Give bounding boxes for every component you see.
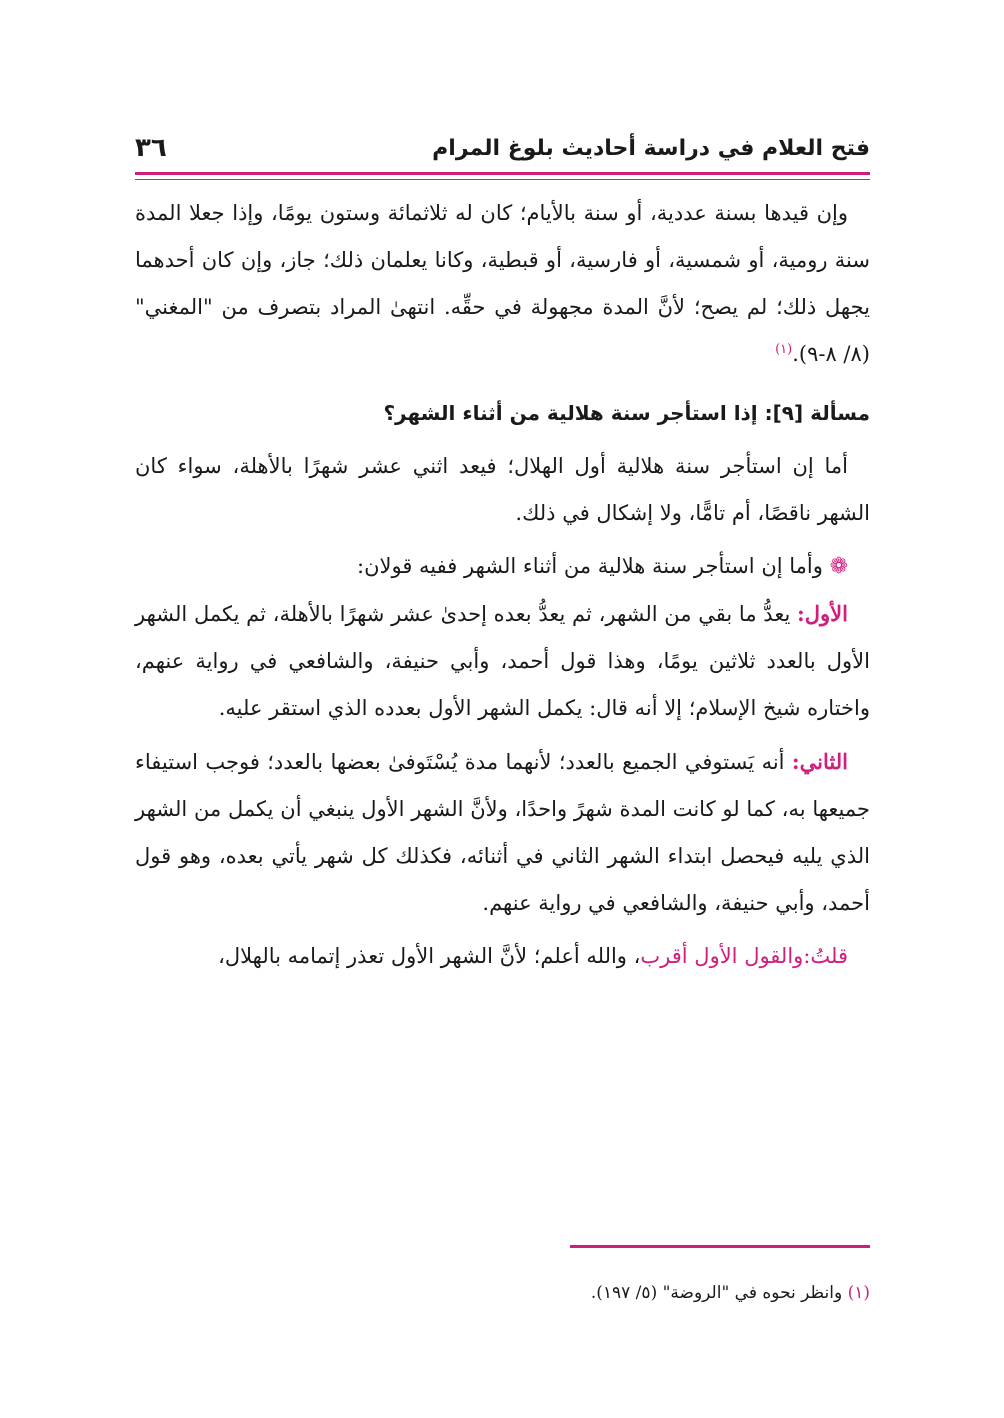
book-page bbox=[135, 0, 870, 1418]
paragraph-second-opinion bbox=[135, 738, 870, 927]
author-quote: والقول الأول أقرب bbox=[640, 944, 804, 968]
header-rule-thin bbox=[135, 179, 870, 180]
opinion-label: الثاني: bbox=[791, 749, 848, 774]
footnote-number: (١) bbox=[847, 1283, 870, 1303]
paragraph-intro: أما إن استأجر سنة هلالية أول الهلال؛ فيعد اثني عشر شهرًا بالأهلة، سواء كان الشهر ناقصًا، أم تامًّا، ولا إشكال في ذلك. bbox=[135, 454, 870, 525]
footnote-text: وانظر نحوه في "الروضة" (٥/ ١٩٧). bbox=[590, 1283, 843, 1303]
flower-icon: ❁ bbox=[829, 554, 848, 579]
footnote-marker: (١) bbox=[775, 342, 793, 357]
footnote bbox=[135, 1280, 870, 1306]
paragraph-two-opinions bbox=[135, 543, 870, 590]
body-text bbox=[135, 190, 870, 980]
paragraph-author-view bbox=[135, 933, 870, 980]
paragraph-text: وإن قيدها بسنة عددية، أو سنة بالأيام؛ كان له ثلاثمائة وستون يومًا، وإذا جعلا المدة سنة رومية، أو شمسية، أو فارسية، أو قبطية، وكانا يعلمان ذلك؛ جاز، وإن كان أحدهما يجهل ذلك؛ لم يصح؛ لأنَّ المدة مجهولة في حقِّه. انتهىٰ المراد بتصرف من "المغني" (٨/ ٨-٩). bbox=[135, 201, 870, 366]
author-label: قلتُ: bbox=[803, 944, 848, 968]
running-head bbox=[135, 126, 870, 170]
paragraph-text: ، والله أعلم؛ لأنَّ الشهر الأول تعذر إتمامه بالهلال، bbox=[218, 944, 641, 968]
footnote-rule bbox=[570, 1245, 870, 1248]
paragraph-text: وأما إن استأجر سنة هلالية من أثناء الشهر ففيه قولان: bbox=[357, 554, 823, 578]
paragraph-text: يعدُّ ما بقي من الشهر، ثم يعدُّ بعده إحدىٰ عشر شهرًا بالأهلة، ثم يكمل الشهر الأول بالعدد ثلاثين يومًا، وهذا قول أحمد، وأبي حنيفة، والشافعي في رواية عنهم، واختاره شيخ الإسلام؛ إلا أنه قال: يكمل الشهر الأول بعدده الذي استقر عليه. bbox=[135, 602, 870, 720]
paragraph-continuation bbox=[135, 190, 870, 378]
book-title: فتح العلام في دراسة أحاديث بلوغ المرام bbox=[432, 135, 870, 161]
header-rule-thick bbox=[135, 172, 870, 175]
page-number: ٣٦ bbox=[135, 133, 167, 163]
question-heading: مسألة [٩]: إذا استأجر سنة هلالية من أثناء الشهر؟ bbox=[383, 401, 870, 425]
opinion-label: الأول: bbox=[797, 601, 848, 626]
paragraph-text: أنه يَستوفي الجميع بالعدد؛ لأنهما مدة يُسْتَوفىٰ بعضها بالعدد؛ فوجب استيفاء جميعها به، كما لو كانت المدة شهرً واحدًا، ولأنَّ الشهر الأول ينبغي أن يكمل من الشهر الذي يليه فيحصل ابتداء الشهر الثاني في أثنائه، فكذلك كل شهر يأتي بعده، وهو قول أحمد، وأبي حنيفة، والشافعي في رواية عنهم. bbox=[135, 750, 870, 915]
paragraph-first-opinion bbox=[135, 590, 870, 732]
